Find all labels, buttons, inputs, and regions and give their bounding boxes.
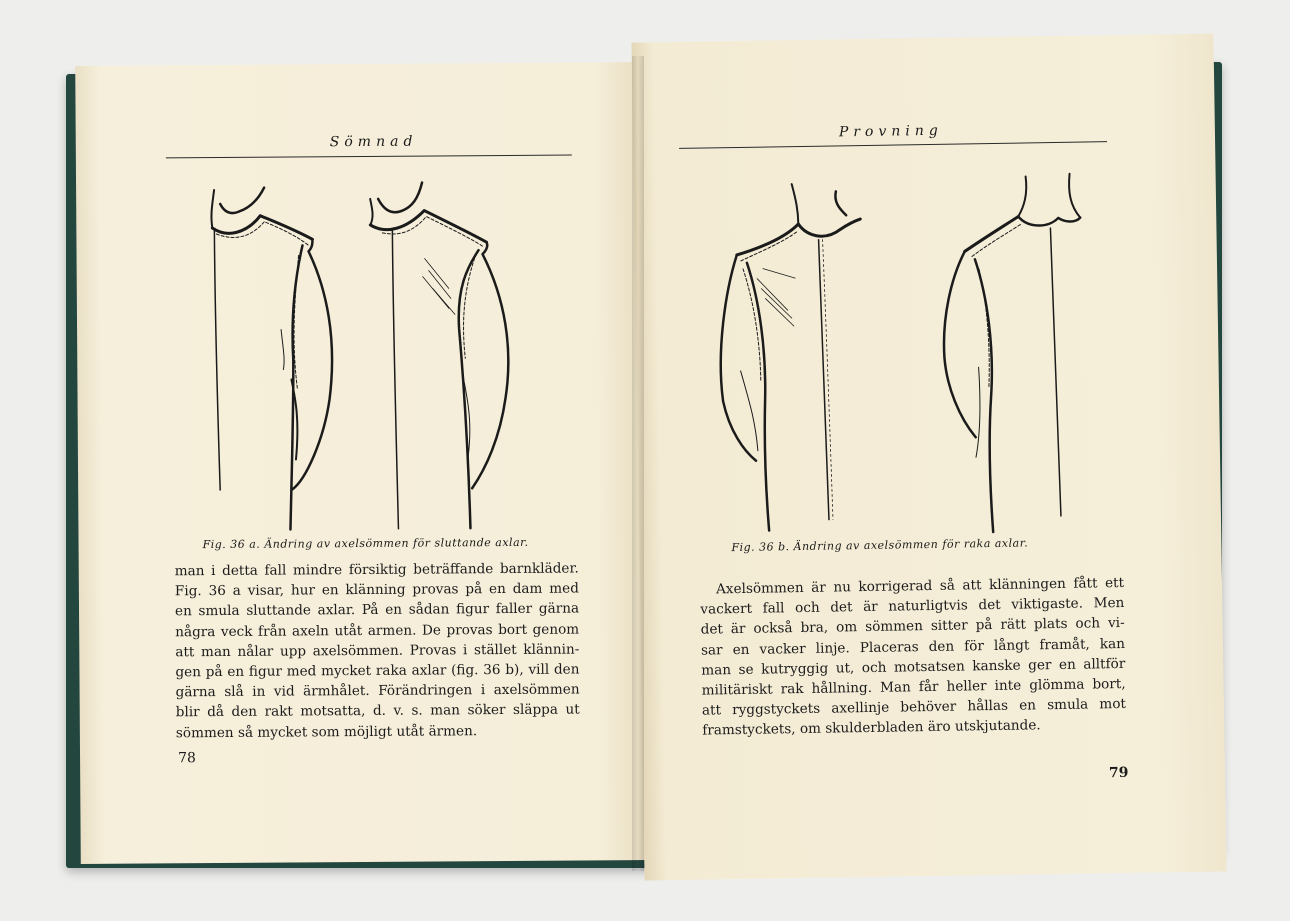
open-book	[66, 56, 1222, 871]
text-line: gärna slå in vid ärmhålet. Förändringen i axelsömmen	[175, 681, 580, 701]
text-line: militäriskt rak hållning. Man får heller inte glömma bort,	[701, 675, 1126, 699]
text-line: Axelsömmen är nu korrigerad så att klänningen fått ett	[715, 574, 1125, 598]
text-line: det är också bra, om sömmen sitter på rätt plats och vi-	[700, 615, 1125, 639]
text-line: blir då den rakt motsatta, d. v. s. man söker släppa ut	[175, 701, 580, 721]
text-line: Fig. 36 a visar, hur en klänning provas på en dam med	[174, 580, 579, 600]
running-head-left: Sömnad	[329, 133, 418, 151]
text-line: sar en vacker linje. Placeras den för långt framåt, kan	[700, 635, 1126, 659]
running-head-right: Provning	[838, 122, 943, 141]
text-line: man i detta fall mindre försiktig beträffande barnkläder.	[174, 560, 579, 580]
text-line: några veck från axeln utåt armen. De provas bort genom	[175, 621, 580, 640]
page-number-right: 79	[1108, 764, 1129, 782]
figure-36b-illustration	[705, 145, 1131, 542]
text-line: vackert fall och det är naturligtvis det viktigaste. Men	[700, 595, 1125, 618]
text-line: en smula sluttande axlar. På en sådan figur faller gärna	[174, 600, 580, 620]
text-line: att ryggstyckets axellinje behöver hållas en smula mot	[701, 696, 1127, 719]
text-line: gen på en figur med mycket raka axlar (fig. 36 b), vill den	[175, 661, 580, 681]
figure-caption-left: Fig. 36 a. Ändring av axelsömmen för sluttande axlar.	[202, 535, 529, 552]
right-page	[631, 33, 1226, 880]
text-line: att man nålar upp axelsömmen. Provas i stället klännin-	[175, 641, 580, 661]
page-number-left: 78	[178, 750, 196, 767]
book-gutter	[632, 56, 644, 871]
left-page	[75, 62, 649, 864]
text-line: man se kutryggig ut, och motsatsen kanske ger en alltför	[701, 655, 1126, 679]
figure-36a-illustration	[186, 157, 609, 540]
text-line: framstyckets, om skulderbladen äro utskjutande.	[702, 717, 1041, 740]
body-text-right	[700, 573, 1126, 741]
figure-caption-right: Fig. 36 b. Ändring av axelsömmen för raka axlar.	[731, 536, 1029, 555]
body-text-left	[175, 558, 580, 743]
text-line: sömmen så mycket som möjligt utåt ärmen.	[175, 722, 478, 741]
